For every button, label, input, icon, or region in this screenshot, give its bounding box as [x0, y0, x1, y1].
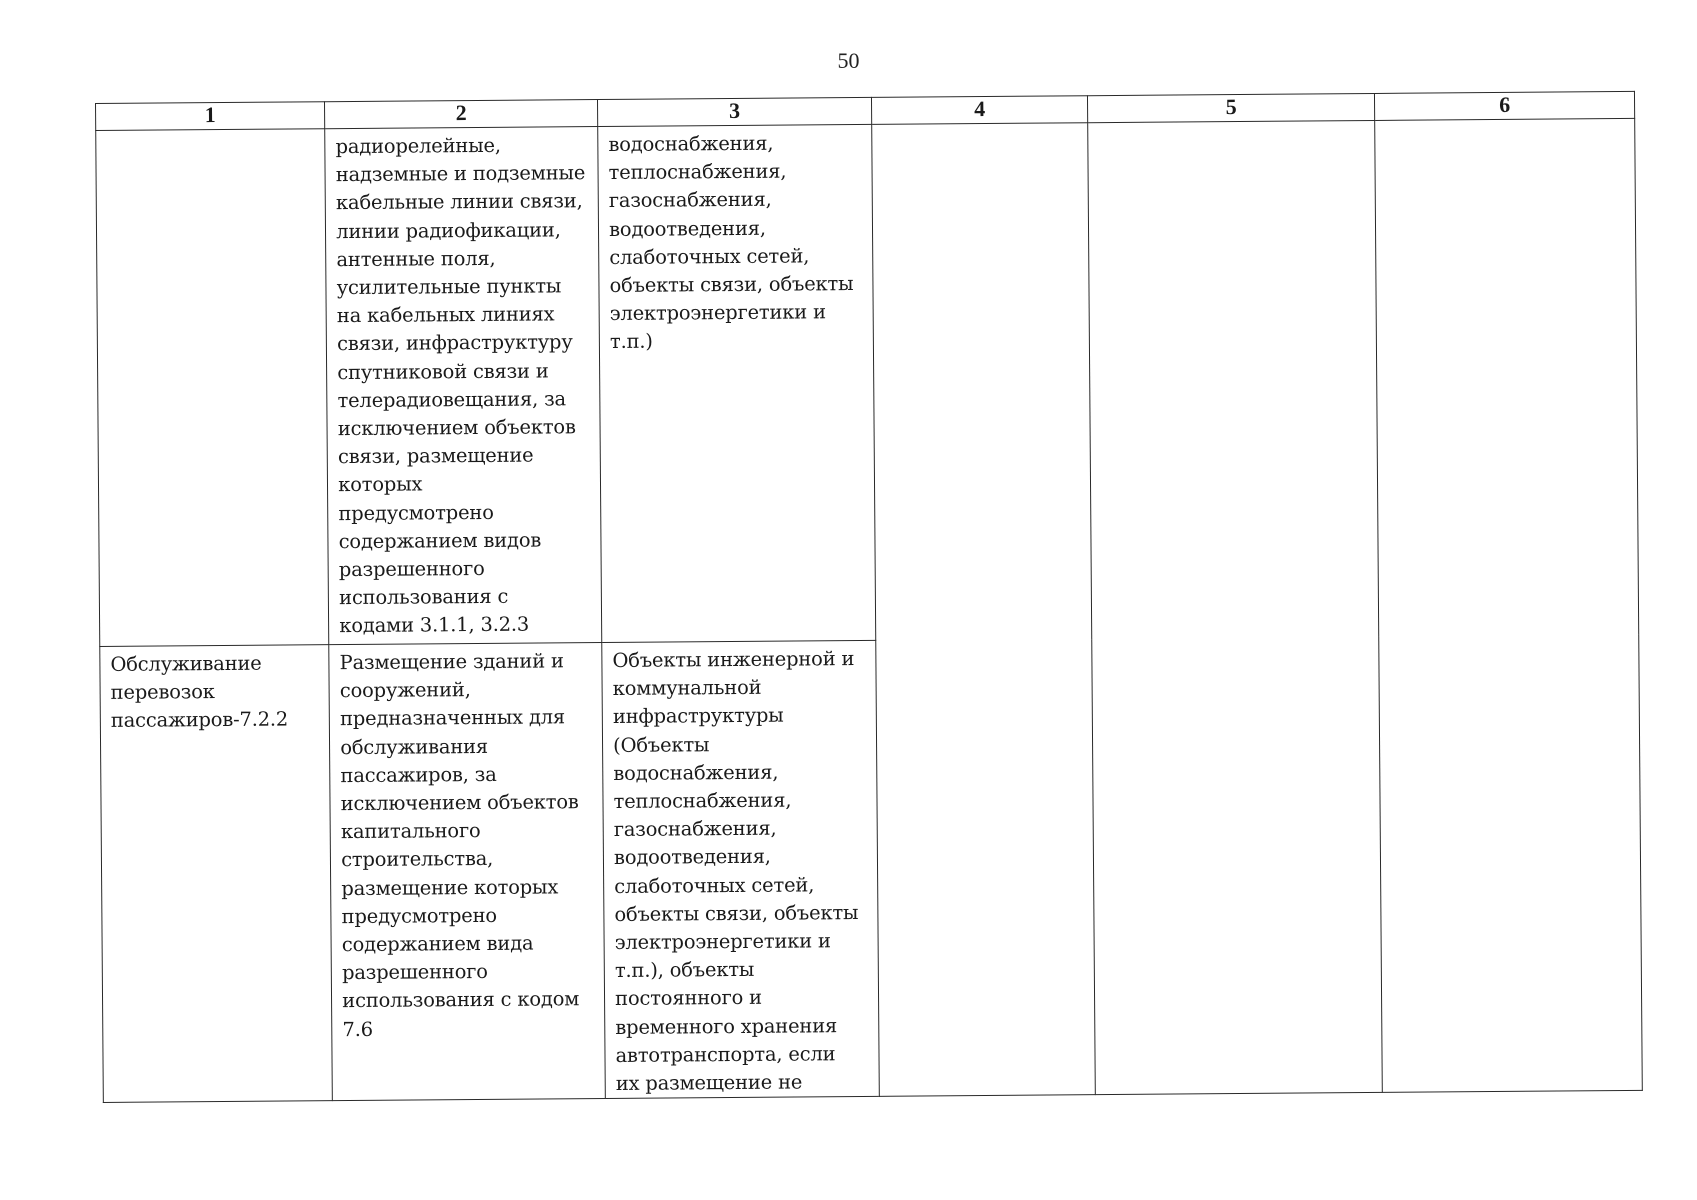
cell-permitted-objects	[602, 640, 880, 1098]
land-use-table	[95, 91, 1643, 1103]
cell-text: Размещение зданий и сооружений, предназначенных для обслуживания пассажиров, за исключением объектов капитального строительства, размещение которых предусмотрено содержанием вида разрешенного использования с кодом 7.6	[339, 649, 580, 1041]
cell-text: радиорелейные, надземные и подземные кабельные линии связи, линии радиофикации, антенные поля, усилительные пункты на кабельных линиях связи, инфраструктуру спутниковой связи и телерадиовещания, за исключением объектов связи, размещение которых предусмотрено содержанием видов разрешенного использования с кодами 3.1.1, 3.2.3	[335, 133, 586, 638]
header-col-5: 5	[1088, 93, 1375, 122]
cell-col-6	[1375, 118, 1642, 1092]
cell-land-use-type	[100, 645, 333, 1103]
header-col-2: 2	[325, 100, 598, 129]
cell-text	[872, 123, 1087, 129]
cell-text: Объекты инженерной и коммунальной инфраструктуры (Объекты водоснабжения, теплоснабжения, газоснабжения, водоотведения, слаботочных сетей, объекты связи, объекты электроэнергетики и т.п.), объекты постоянного и временного хранения автотранспорта, если их размещение не	[612, 647, 859, 1095]
cell-permitted-objects	[598, 124, 876, 642]
table-row	[96, 118, 1639, 646]
cell-description	[325, 127, 602, 645]
cell-col-5	[1088, 120, 1383, 1094]
cell-col-4	[872, 123, 1096, 1097]
table-container	[95, 91, 1643, 1100]
cell-text: водоснабжения, теплоснабжения, газоснабжения, водоотведения, слаботочных сетей, объекты связи, объекты электроэнергетики и т.п.)	[608, 131, 854, 354]
cell-land-use-type	[96, 129, 329, 647]
header-col-3: 3	[598, 97, 872, 126]
cell-text	[1088, 121, 1374, 127]
page-number: 50	[837, 48, 860, 73]
cell-text	[1375, 119, 1634, 125]
header-col-6: 6	[1375, 91, 1635, 120]
cell-text	[96, 129, 324, 135]
header-col-4: 4	[871, 96, 1087, 125]
cell-description	[329, 643, 605, 1101]
header-col-1: 1	[96, 102, 325, 131]
cell-text: Обслуживание перевозок пассажиров-7.2.2	[110, 651, 289, 733]
